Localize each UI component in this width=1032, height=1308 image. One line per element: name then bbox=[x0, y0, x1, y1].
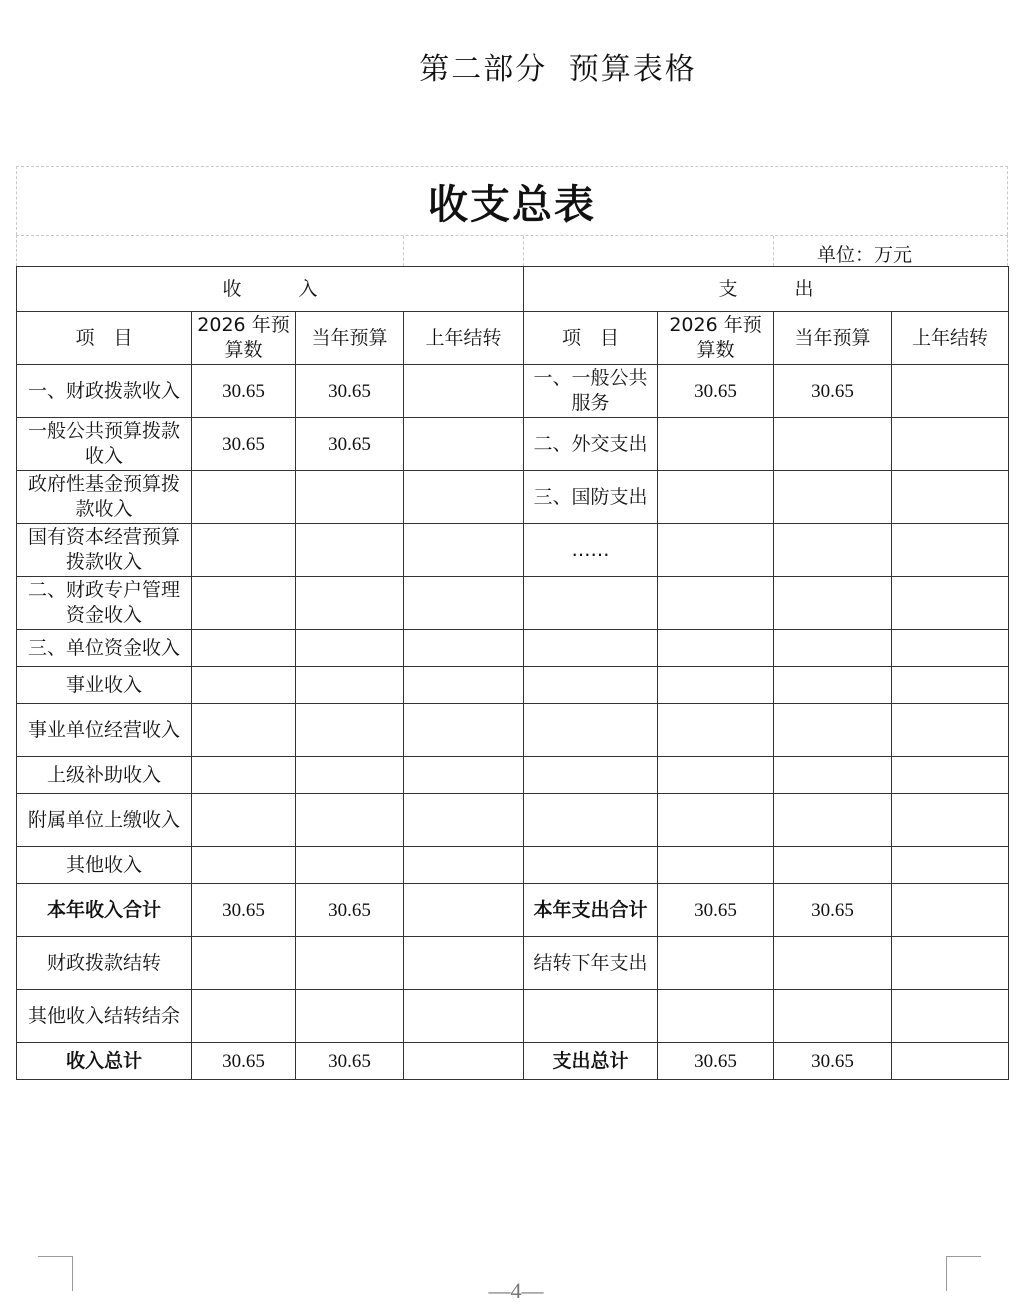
income-budget-cell bbox=[192, 990, 296, 1043]
expense-current-cell bbox=[774, 757, 892, 794]
expense-budget-cell bbox=[658, 418, 774, 471]
income-item-cell: 收入总计 bbox=[17, 1043, 192, 1080]
unit-row bbox=[16, 235, 1008, 266]
income-budget-cell bbox=[192, 471, 296, 524]
expense-section-header: 支 出 bbox=[524, 267, 1009, 312]
expense-carryover-cell bbox=[892, 884, 1009, 937]
income-budget-cell bbox=[192, 794, 296, 847]
part-title bbox=[0, 44, 1032, 88]
expense-current-cell bbox=[774, 704, 892, 757]
income-budget-cell bbox=[192, 937, 296, 990]
income-carryover-cell bbox=[404, 524, 524, 577]
expense-carryover-cell bbox=[892, 757, 1009, 794]
income-item-cell: 本年收入合计 bbox=[17, 884, 192, 937]
table-title-row bbox=[16, 166, 1008, 235]
income-carryover-cell bbox=[404, 884, 524, 937]
income-current-cell bbox=[296, 937, 404, 990]
page-number: —4— bbox=[488, 1278, 544, 1303]
table-row bbox=[17, 524, 1009, 577]
income-item-cell: 三、单位资金收入 bbox=[17, 630, 192, 667]
income-current-cell bbox=[296, 704, 404, 757]
expense-col-current: 当年预算 bbox=[774, 312, 892, 365]
expense-item-cell: 二、外交支出 bbox=[524, 418, 658, 471]
expense-item-cell bbox=[524, 794, 658, 847]
expense-current-cell bbox=[774, 847, 892, 884]
expense-current-cell: 30.65 bbox=[774, 1043, 892, 1080]
expense-item-cell: 一、一般公共服务 bbox=[524, 365, 658, 418]
expense-current-cell bbox=[774, 794, 892, 847]
income-budget-cell bbox=[192, 524, 296, 577]
income-current-cell bbox=[296, 794, 404, 847]
income-item-cell: 事业收入 bbox=[17, 667, 192, 704]
expense-item-cell: 本年支出合计 bbox=[524, 884, 658, 937]
expense-carryover-cell bbox=[892, 524, 1009, 577]
expense-budget-cell: 30.65 bbox=[658, 1043, 774, 1080]
expense-carryover-cell bbox=[892, 365, 1009, 418]
income-budget-cell bbox=[192, 704, 296, 757]
expense-budget-cell bbox=[658, 937, 774, 990]
expense-carryover-cell bbox=[892, 1043, 1009, 1080]
expense-item-cell bbox=[524, 667, 658, 704]
expense-budget-cell bbox=[658, 757, 774, 794]
table-row bbox=[17, 990, 1009, 1043]
income-col-budget: 2026 年预算数 bbox=[192, 312, 296, 365]
expense-item-cell: 结转下年支出 bbox=[524, 937, 658, 990]
income-carryover-cell bbox=[404, 704, 524, 757]
table-row bbox=[17, 884, 1009, 937]
income-current-cell bbox=[296, 757, 404, 794]
income-item-cell: 一般公共预算拨款收入 bbox=[17, 418, 192, 471]
income-budget-cell bbox=[192, 847, 296, 884]
table-row bbox=[17, 1043, 1009, 1080]
table-row bbox=[17, 418, 1009, 471]
section-header-row bbox=[17, 267, 1009, 312]
income-carryover-cell bbox=[404, 937, 524, 990]
table-row bbox=[17, 757, 1009, 794]
income-carryover-cell bbox=[404, 757, 524, 794]
income-current-cell bbox=[296, 471, 404, 524]
expense-current-cell bbox=[774, 990, 892, 1043]
table-row bbox=[17, 577, 1009, 630]
income-budget-cell: 30.65 bbox=[192, 365, 296, 418]
income-carryover-cell bbox=[404, 471, 524, 524]
income-item-cell: 事业单位经营收入 bbox=[17, 704, 192, 757]
expense-budget-cell bbox=[658, 794, 774, 847]
column-header-row bbox=[17, 312, 1009, 365]
table-row bbox=[17, 847, 1009, 884]
income-current-cell bbox=[296, 990, 404, 1043]
expense-item-cell bbox=[524, 630, 658, 667]
income-item-cell: 国有资本经营预算拨款收入 bbox=[17, 524, 192, 577]
income-col-current: 当年预算 bbox=[296, 312, 404, 365]
expense-carryover-cell bbox=[892, 847, 1009, 884]
income-budget-cell: 30.65 bbox=[192, 1043, 296, 1080]
income-carryover-cell bbox=[404, 630, 524, 667]
expense-col-budget: 2026 年预算数 bbox=[658, 312, 774, 365]
income-current-cell: 30.65 bbox=[296, 1043, 404, 1080]
income-item-cell: 财政拨款结转 bbox=[17, 937, 192, 990]
income-carryover-cell bbox=[404, 990, 524, 1043]
expense-budget-cell bbox=[658, 524, 774, 577]
expense-current-cell: 30.65 bbox=[774, 365, 892, 418]
income-current-cell: 30.65 bbox=[296, 884, 404, 937]
expense-item-cell bbox=[524, 577, 658, 630]
income-budget-cell bbox=[192, 630, 296, 667]
expense-carryover-cell bbox=[892, 704, 1009, 757]
expense-item-cell bbox=[524, 847, 658, 884]
income-current-cell bbox=[296, 667, 404, 704]
expense-current-cell: 30.65 bbox=[774, 884, 892, 937]
expense-carryover-cell bbox=[892, 990, 1009, 1043]
income-item-cell: 二、财政专户管理资金收入 bbox=[17, 577, 192, 630]
expense-current-cell bbox=[774, 577, 892, 630]
table-title: 收支总表 bbox=[428, 180, 596, 228]
expense-current-cell bbox=[774, 667, 892, 704]
expense-current-cell bbox=[774, 418, 892, 471]
expense-current-cell bbox=[774, 630, 892, 667]
expense-carryover-cell bbox=[892, 577, 1009, 630]
income-carryover-cell bbox=[404, 418, 524, 471]
income-item-cell: 其他收入 bbox=[17, 847, 192, 884]
expense-current-cell bbox=[774, 937, 892, 990]
income-item-cell: 一、财政拨款收入 bbox=[17, 365, 192, 418]
income-current-cell bbox=[296, 524, 404, 577]
income-carryover-cell bbox=[404, 1043, 524, 1080]
expense-current-cell bbox=[774, 524, 892, 577]
income-current-cell bbox=[296, 847, 404, 884]
income-carryover-cell bbox=[404, 847, 524, 884]
expense-budget-cell bbox=[658, 704, 774, 757]
expense-budget-cell: 30.65 bbox=[658, 365, 774, 418]
table-row bbox=[17, 704, 1009, 757]
income-carryover-cell bbox=[404, 667, 524, 704]
income-budget-cell bbox=[192, 757, 296, 794]
income-current-cell bbox=[296, 630, 404, 667]
income-item-cell: 上级补助收入 bbox=[17, 757, 192, 794]
income-item-cell: 其他收入结转结余 bbox=[17, 990, 192, 1043]
expense-budget-cell bbox=[658, 577, 774, 630]
expense-col-carryover: 上年结转 bbox=[892, 312, 1009, 365]
income-current-cell: 30.65 bbox=[296, 418, 404, 471]
expense-item-cell bbox=[524, 757, 658, 794]
income-budget-cell: 30.65 bbox=[192, 418, 296, 471]
income-carryover-cell bbox=[404, 577, 524, 630]
part-title-text: 第二部分 预算表格 bbox=[419, 52, 697, 87]
budget-sheet bbox=[16, 166, 1008, 1080]
expense-budget-cell bbox=[658, 630, 774, 667]
budget-table bbox=[16, 266, 1009, 1080]
expense-carryover-cell bbox=[892, 630, 1009, 667]
expense-budget-cell bbox=[658, 847, 774, 884]
income-col-item: 项 目 bbox=[17, 312, 192, 365]
expense-item-cell: 三、国防支出 bbox=[524, 471, 658, 524]
table-row bbox=[17, 667, 1009, 704]
expense-current-cell bbox=[774, 471, 892, 524]
expense-budget-cell bbox=[658, 667, 774, 704]
income-budget-cell: 30.65 bbox=[192, 884, 296, 937]
income-current-cell: 30.65 bbox=[296, 365, 404, 418]
table-row bbox=[17, 937, 1009, 990]
table-row bbox=[17, 630, 1009, 667]
table-row bbox=[17, 794, 1009, 847]
expense-col-item: 项 目 bbox=[524, 312, 658, 365]
income-item-cell: 附属单位上缴收入 bbox=[17, 794, 192, 847]
expense-budget-cell bbox=[658, 990, 774, 1043]
income-current-cell bbox=[296, 577, 404, 630]
expense-item-cell bbox=[524, 704, 658, 757]
expense-item-cell: …… bbox=[524, 524, 658, 577]
table-row bbox=[17, 471, 1009, 524]
table-row bbox=[17, 365, 1009, 418]
expense-budget-cell bbox=[658, 471, 774, 524]
expense-item-cell: 支出总计 bbox=[524, 1043, 658, 1080]
income-carryover-cell bbox=[404, 794, 524, 847]
expense-carryover-cell bbox=[892, 418, 1009, 471]
expense-carryover-cell bbox=[892, 794, 1009, 847]
income-section-header: 收 入 bbox=[17, 267, 524, 312]
expense-carryover-cell bbox=[892, 471, 1009, 524]
income-budget-cell bbox=[192, 577, 296, 630]
expense-budget-cell: 30.65 bbox=[658, 884, 774, 937]
income-item-cell: 政府性基金预算拨款收入 bbox=[17, 471, 192, 524]
income-budget-cell bbox=[192, 667, 296, 704]
income-col-carryover: 上年结转 bbox=[404, 312, 524, 365]
expense-carryover-cell bbox=[892, 937, 1009, 990]
expense-carryover-cell bbox=[892, 667, 1009, 704]
income-carryover-cell bbox=[404, 365, 524, 418]
expense-item-cell bbox=[524, 990, 658, 1043]
unit-label: 单位：万元 bbox=[817, 244, 913, 266]
